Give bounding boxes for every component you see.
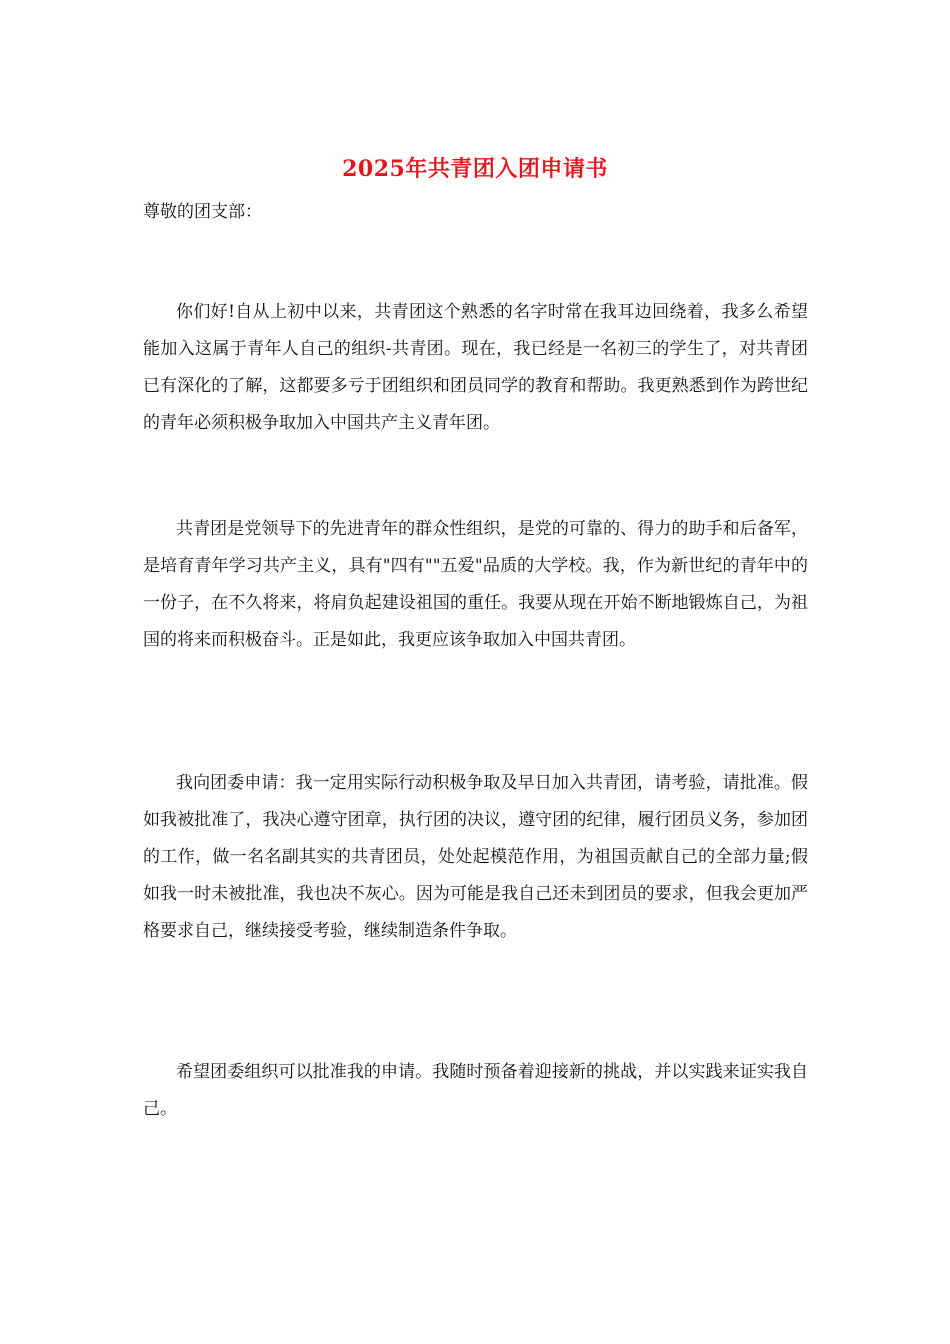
document-title: 2025年共青团入团申请书	[342, 156, 608, 182]
paragraph-2: 共青团是党领导下的先进青年的群众性组织，是党的可靠的、得力的助手和后备军，是培育青年学习共产主义，具有"四有""五爱"品质的大学校。我，作为新世纪的青年中的一份子，在不久将来，将肩负起建设祖国的重任。我要从现在开始不断地锻炼自己，为祖国的将来而积极奋斗。正是如此，我更应该争取加入中国共青团。	[143, 519, 808, 650]
paragraph-1: 你们好!自从上初中以来，共青团这个熟悉的名字时常在我耳边回绕着，我多么希望能加入这属于青年人自己的组织-共青团。现在，我已经是一名初三的学生了，对共青团已有深化的了解，这都要多亏于团组织和团员同学的教育和帮助。我更熟悉到作为跨世纪的青年必须积极争取加入中国共产主义青年团。	[143, 302, 808, 433]
paragraph-3: 我向团委申请：我一定用实际行动积极争取及早日加入共青团，请考验，请批准。假如我被批准了，我决心遵守团章，执行团的决议，遵守团的纪律，履行团员义务，参加团的工作，做一名名副其实的共青团员，处处起模范作用，为祖国贡献自己的全部力量;假如我一时未被批准，我也决不灰心。因为可能是我自己还未到团员的要求，但我会更加严格要求自己，继续接受考验，继续制造条件争取。	[143, 773, 808, 941]
salutation: 尊敬的团支部：	[143, 202, 262, 222]
paragraph-4: 希望团委组织可以批准我的申请。我随时预备着迎接新的挑战，并以实践来证实我自己。	[143, 1062, 808, 1119]
